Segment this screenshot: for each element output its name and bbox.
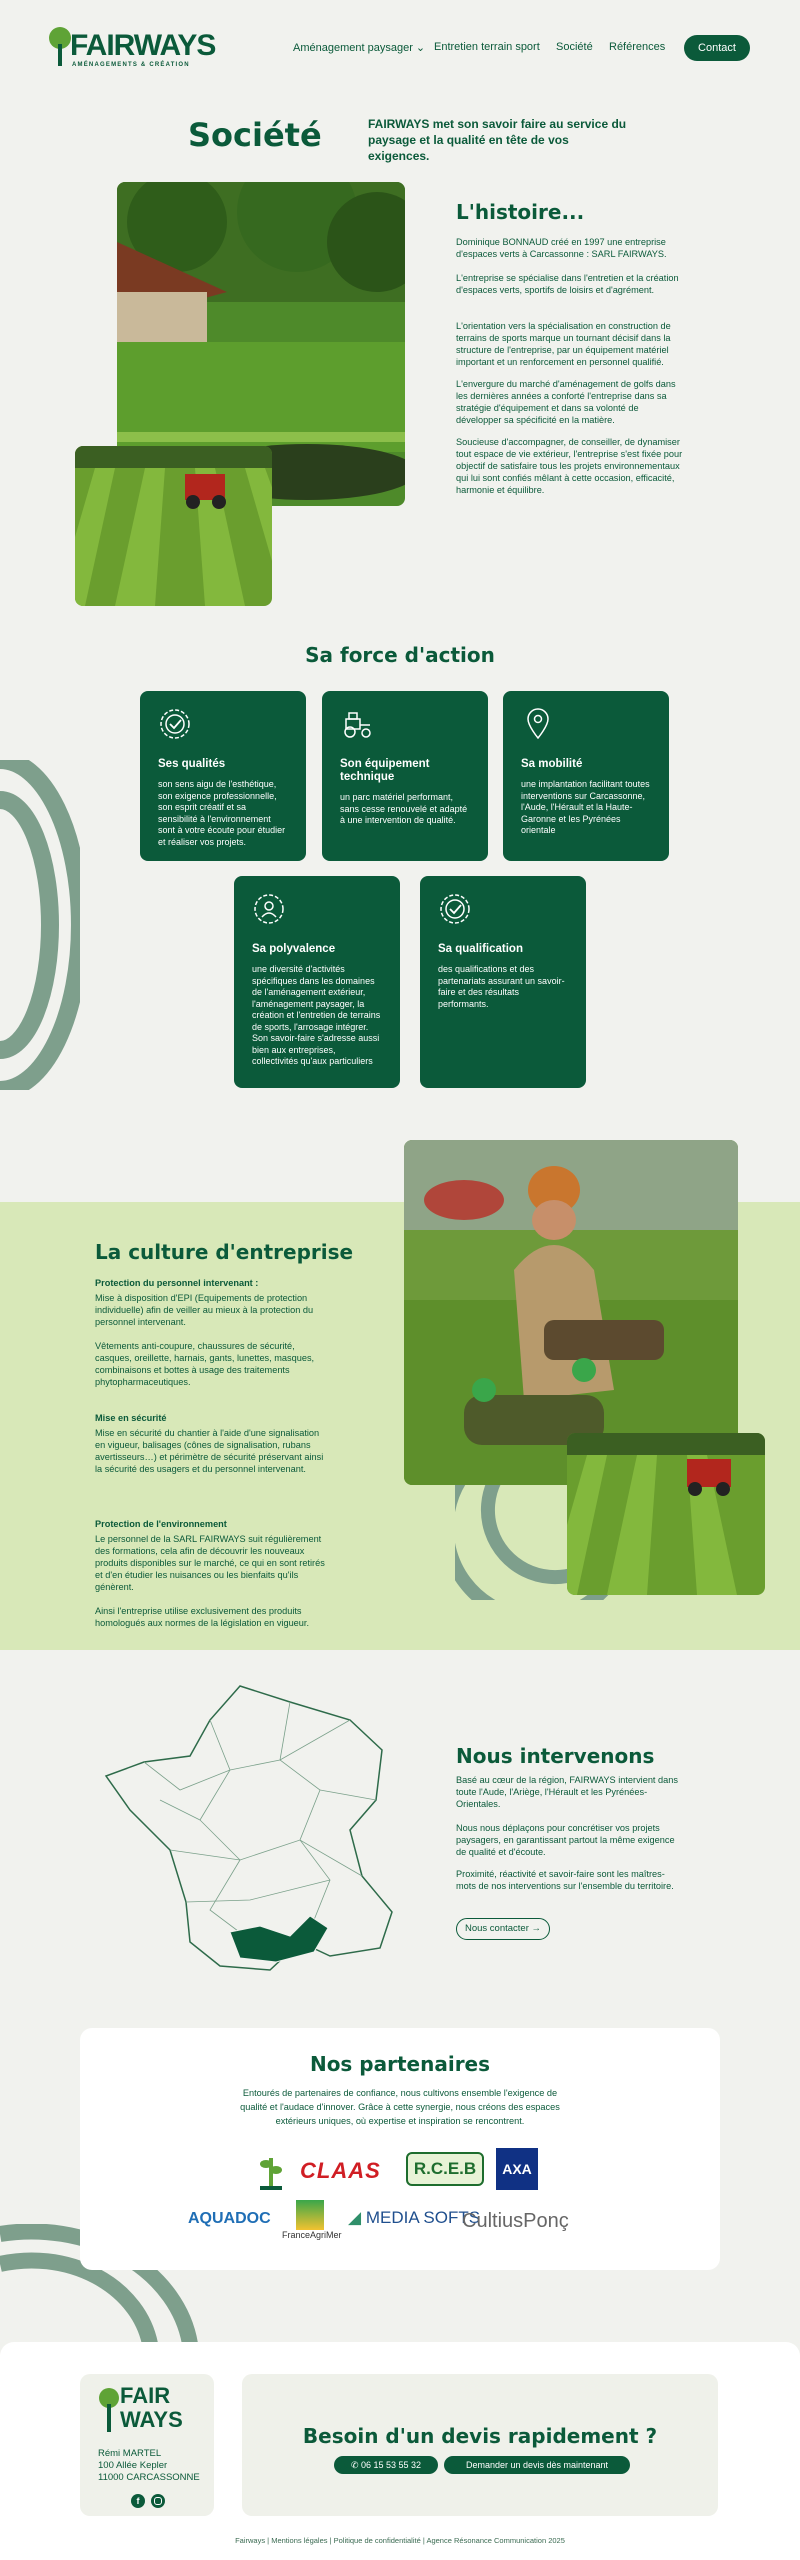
nous-contacter-button[interactable]: Nous contacter → <box>456 1918 550 1940</box>
facebook-icon[interactable]: f <box>131 2494 145 2508</box>
histoire-paragraph: L'envergure du marché d'aménagement de golfs dans les dernières années a conforté l'entreprise dans sa stratégie d'équipement et dans sa volonté de développer sa spécificité en la matière. <box>456 379 676 425</box>
badge-check-icon <box>158 707 192 741</box>
force-card <box>503 691 669 861</box>
contact-button[interactable]: Contact <box>684 35 750 61</box>
footer-credits[interactable]: Fairways | Mentions légales | Politique de confidentialité | Agence Résonance Communication 2025 <box>235 2536 565 2545</box>
culture-paragraph: Vêtements anti-coupure, chaussures de sécurité, casques, oreillette, harnais, gants, lunettes, masques, combinaisons et bottes à usage des traitements phytopharmaceutiques. <box>95 1341 315 1387</box>
histoire-paragraph: Soucieuse d'accompagner, de conseiller, de dynamiser tout espace de vie extérieur, l'entreprise s'est fixée pour objectif de satisfaire tous les projets environnementaux qui lui sont confiés mêlant à cette occasion, efficacité, harmonie et équilibre. <box>456 437 683 495</box>
footer-city: 11000 CARCASSONNE <box>98 2472 200 2483</box>
instagram-icon[interactable] <box>151 2494 165 2508</box>
nous-paragraph: Nous nous déplaçons pour concrétiser vos projets paysagers, en garantissant partout la même exigence de qualité et d'écoute. <box>456 1823 675 1857</box>
card-title: Son équipement technique <box>340 758 430 783</box>
card-text: une diversité d'activités spécifiques dans les domaines de l'aménagement extérieur, l'aménagement paysager, la création et l'entretien de terrains de sports, l'arrosage intégrer. Son savoir-faire s'adresse aussi bien aux entreprises, collectivités qu'aux particuliers <box>252 964 381 1066</box>
partner-logo-aquadoc: AQUADOC <box>188 2210 271 2227</box>
footer-address <box>98 2448 200 2484</box>
nav-entretien[interactable]: Entretien terrain sport <box>434 41 540 53</box>
france-map <box>100 1680 410 1980</box>
chevron-down-icon: ⌄ <box>415 42 426 54</box>
devis-button[interactable]: Demander un devis dès maintenant <box>444 2456 630 2474</box>
phone-button[interactable]: ✆ 06 15 53 55 32 <box>334 2456 438 2474</box>
force-card <box>420 876 586 1088</box>
force-title: Sa force d'action <box>305 643 495 667</box>
partner-logo-franceagrimer: FranceAgriMer <box>282 2200 338 2248</box>
footer-contact-name: Rémi MARTEL <box>98 2448 162 2459</box>
card-title: Sa mobilité <box>521 758 583 770</box>
partner-logo-rceb: R.C.E.B <box>406 2152 484 2186</box>
culture-paragraph: Le personnel de la SARL FAIRWAYS suit régulièrement des formations, cela afin de découvrir les nouveaux produits disponibles sur le marché, ce qui en sont retirés et d'en étudier les nuisances ou les bienfaits qu'ils génèrent. <box>95 1534 325 1592</box>
partner-logo-claas: CLAAS <box>300 2158 381 2183</box>
card-text: une implantation facilitant toutes interventions sur Carcassonne, l'Aude, l'Hérault et la Haute-Garonne et les Pyrénées orientale <box>521 779 650 835</box>
logo-text[interactable]: FAIRWAYS <box>70 29 216 62</box>
card-title: Sa qualification <box>438 943 523 955</box>
culture-paragraph: Mise à disposition d'EPI (Equipements de protection individuelle) afin de veiller au mieux à la protection du personnel intervenant. <box>95 1293 314 1327</box>
nous-title: Nous intervenons <box>456 1744 655 1768</box>
logo-tree-icon <box>48 26 72 68</box>
devis-title: Besoin d'un devis rapidement ? <box>302 2424 658 2448</box>
footer-logo-text: FAIR WAYS <box>120 2383 183 2432</box>
card-text: des qualifications et des partenariats assurant un savoir-faire et des résultats performants. <box>438 964 565 1009</box>
phone-icon: ✆ <box>350 2460 359 2470</box>
logo-subtitle: AMÉNAGEMENTS & CRÉATION <box>72 62 190 68</box>
culture-subheading: Protection du personnel intervenant : <box>95 1278 259 1288</box>
histoire-paragraph: L'entreprise se spécialise dans l'entretien et la création d'espaces verts, sportifs de loisirs et d'agrément. <box>456 273 679 295</box>
culture-paragraph: Mise en sécurité du chantier à l'aide d'une signalisation en vigueur, balisages (cônes de signalisation, rubans avertisseurs…) et périmètre de sécurité préservant ainsi la sécurité des usagers et du personnel intervenant. <box>95 1428 324 1474</box>
mower-photo <box>567 1433 765 1595</box>
tractor-icon <box>340 707 374 741</box>
arrow-right-icon: → <box>531 1923 542 1934</box>
nav-references[interactable]: Références <box>609 41 666 53</box>
card-text: un parc matériel performant, sans cesse renouvelé et adapté à une intervention de qualité. <box>340 792 468 825</box>
culture-paragraph: Ainsi l'entreprise utilise exclusivement des produits homologués aux normes de la législation en vigueur. <box>95 1606 309 1628</box>
histoire-paragraph: L'orientation vers la spécialisation en construction de terrains de sports marque un tournant décisif dans la structure de l'entreprise, par un équipement matériel important et un renforcement en personnel qualifié. <box>456 321 671 367</box>
user-badge-icon <box>252 892 286 926</box>
map-pin-icon <box>521 707 555 741</box>
nous-paragraph: Basé au cœur de la région, FAIRWAYS intervient dans toute l'Aude, l'Ariège, l'Hérault et les Pyrénées-Orientales. <box>456 1775 678 1809</box>
footer-street: 100 Allée Kepler <box>98 2460 168 2471</box>
culture-title: La culture d'entreprise <box>95 1240 354 1264</box>
partners-section <box>80 2028 720 2270</box>
decorative-arcs <box>0 760 80 1090</box>
logo-tree-icon <box>98 2386 120 2434</box>
histoire-paragraph: Dominique BONNAUD créé en 1997 une entreprise d'espaces verts à Carcassonne : SARL FAIRWAYS. <box>456 237 667 259</box>
card-title: Ses qualités <box>158 758 226 770</box>
partners-text: Entourés de partenaires de confiance, nous cultivons ensemble l'exigence de qualité et l'audace d'innover. Grâce à cette synergie, nous créons des espaces extérieurs uniques, où expertise et inspiration se rencontrent. <box>240 2088 560 2126</box>
culture-subheading: Mise en sécurité <box>95 1413 167 1423</box>
nous-paragraph: Proximité, réactivité et savoir-faire sont les maîtres-mots de nos interventions sur l'ensemble du territoire. <box>456 1869 674 1891</box>
card-title: Sa polyvalence <box>252 943 336 955</box>
badge-check-icon <box>438 892 472 926</box>
partner-logo-axa: AXA <box>496 2148 538 2190</box>
force-card <box>322 691 488 861</box>
card-text: son sens aigu de l'esthétique, son exigence professionnelle, son esprit créatif et sa sensibilité à l'environnement sont à votre écoute pour étudier et réaliser vos projets. <box>158 779 286 847</box>
mower-photo <box>75 446 272 606</box>
force-card <box>140 691 306 861</box>
page-title: Société <box>188 116 322 154</box>
intro-text: FAIRWAYS met son savoir faire au service du paysage et la qualité en tête de vos exigences. <box>368 117 627 163</box>
culture-subheading: Protection de l'environnement <box>95 1519 227 1529</box>
nav-societe[interactable]: Société <box>556 41 593 53</box>
partners-title: Nos partenaires <box>309 2052 491 2076</box>
partner-logo-mediasofts: ◢ MEDIA SOFTS <box>348 2208 481 2227</box>
histoire-title: L'histoire... <box>456 200 585 224</box>
partner-logo-plant <box>258 2150 284 2192</box>
devis-card <box>242 2374 718 2516</box>
partner-logo-cultiuspons: CultiusPonç <box>462 2210 569 2232</box>
force-card <box>234 876 400 1088</box>
nav-amenagement[interactable]: Aménagement paysager ⌄ <box>293 42 426 54</box>
